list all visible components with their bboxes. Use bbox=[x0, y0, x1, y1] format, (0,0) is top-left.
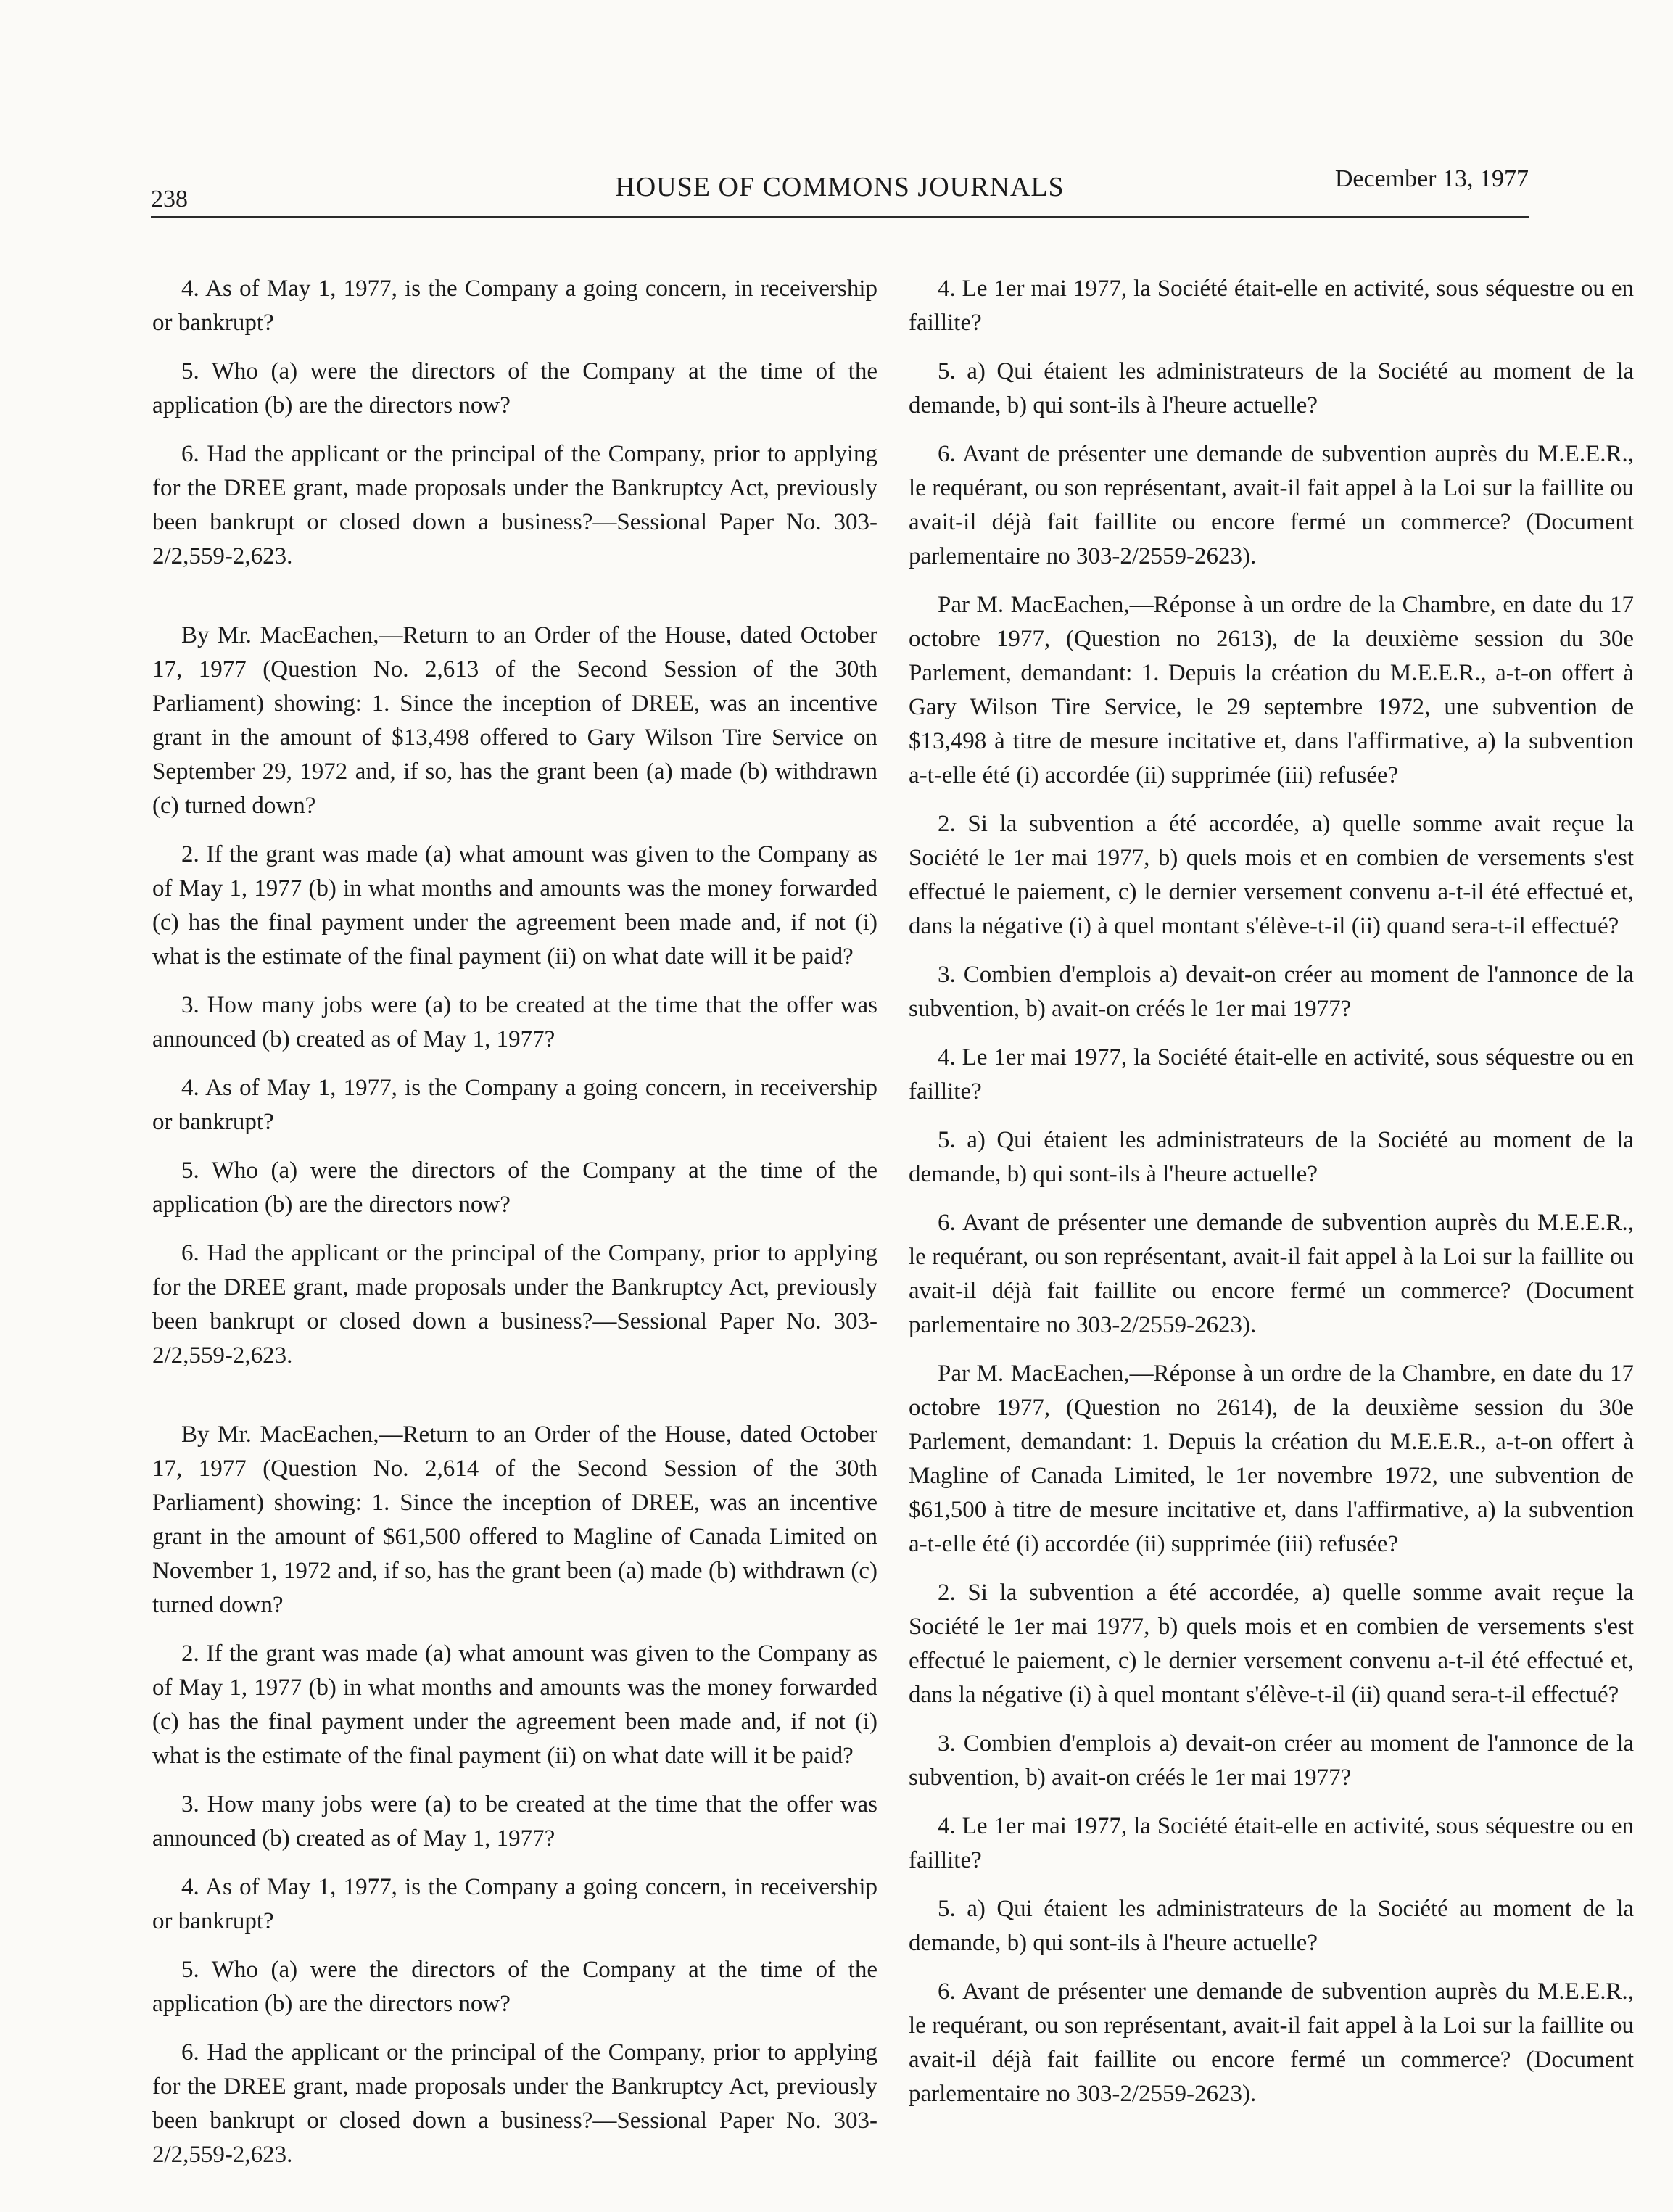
paragraph: 2. If the grant was made (a) what amount was given to the Company as of May 1, 1977 (b) in what months and amounts was the money forwarded (c) has the final payment under the agreement been made and, if not (i) what is the estimate of the final payment (ii) on what date will it be paid? bbox=[152, 1641, 877, 1769]
paragraph: 4. As of May 1, 1977, is the Company a going concern, in receivership or bankrupt? bbox=[152, 1075, 877, 1135]
paragraph: 5. a) Qui étaient les administrateurs de la Société au moment de la demande, b) qui sont-ils à l'heure actuelle? bbox=[909, 1896, 1634, 1956]
paragraph: 4. Le 1er mai 1977, la Société était-elle en activité, sous séquestre ou en faillite? bbox=[909, 1813, 1634, 1873]
paragraph: 3. How many jobs were (a) to be created at the time that the offer was announced (b) created as of May 1, 1977? bbox=[152, 1791, 877, 1852]
paragraph: 3. Combien d'emplois a) devait-on créer au moment de l'annonce de la subvention, b) avait-on créés le 1er mai 1977? bbox=[909, 1730, 1634, 1791]
paragraph: 4. Le 1er mai 1977, la Société était-elle en activité, sous séquestre ou en faillite? bbox=[909, 1044, 1634, 1105]
paragraph: 4. Le 1er mai 1977, la Société était-elle en activité, sous séquestre ou en faillite? bbox=[909, 276, 1634, 336]
paragraph: 5. a) Qui étaient les administrateurs de la Société au moment de la demande, b) qui sont-ils à l'heure actuelle? bbox=[909, 358, 1634, 418]
reponse-paragraph: Par M. MacEachen,—Réponse à un ordre de la Chambre, en date du 17 octobre 1977, (Question no 2613), de la deuxième session du 30e Parlement, demandant: 1. Depuis la création du M.E.E.R., a-t-on offert à Gary Wilson Tire Service, le 29 septembre 1972, une subvention de $13,498 à titre de mesure incitative et, dans l'affirmative, a) la subvention a-t-elle été (i) accordée (ii) supprimée (iii) refusée? bbox=[909, 592, 1634, 788]
paragraph: 6. Had the applicant or the principal of the Company, prior to applying for the DREE grant, made proposals under the Bankruptcy Act, previously been bankrupt or closed down a business?—Sessional Paper No. 303-2/2,559-2,623. bbox=[152, 2039, 877, 2168]
paragraph: 6. Had the applicant or the principal of the Company, prior to applying for the DREE grant, made proposals under the Bankruptcy Act, previously been bankrupt or closed down a business?—Sessional Paper No. 303-2/2,559-2,623. bbox=[152, 441, 877, 569]
french-column bbox=[909, 272, 1634, 2111]
paragraph: 2. If the grant was made (a) what amount was given to the Company as of May 1, 1977 (b) in what months and amounts was the money forwarded (c) has the final payment under the agreement been made and, if not (i) what is the estimate of the final payment (ii) on what date will it be paid? bbox=[152, 841, 877, 970]
paragraph: 6. Had the applicant or the principal of the Company, prior to applying for the DREE grant, made proposals under the Bankruptcy Act, previously been bankrupt or closed down a business?—Sessional Paper No. 303-2/2,559-2,623. bbox=[152, 1240, 877, 1369]
return-paragraph: By Mr. MacEachen,—Return to an Order of the House, dated October 17, 1977 (Question No. 2,613 of the Second Session of the 30th Parliament) showing: 1. Since the inception of DREE, was an incentive grant in the amount of $13,498 offered to Gary Wilson Tire Service on September 29, 1972 and, if so, has the grant been (a) made (b) withdrawn (c) turned down? bbox=[152, 622, 877, 819]
journal-title: HOUSE OF COMMONS JOURNALS bbox=[615, 172, 1065, 202]
journal-date: December 13, 1977 bbox=[1334, 165, 1529, 192]
paragraph: 2. Si la subvention a été accordée, a) quelle somme avait reçue la Société le 1er mai 1977, b) quels mois et en combien de versements s'est effectué le paiement, c) le dernier versement convenu a-t-il été effectué et, dans la négative (i) à quel montant s'élève-t-il (ii) quand sera-t-il effectué? bbox=[909, 1580, 1634, 1708]
english-column bbox=[152, 272, 877, 2172]
paragraph: 5. Who (a) were the directors of the Company at the time of the application (b) are the directors now? bbox=[152, 1957, 877, 2017]
paragraph: 6. Avant de présenter une demande de subvention auprès du M.E.E.R., le requérant, ou son représentant, avait-il fait appel à la Loi sur la faillite ou avait-il déjà fait faillite ou encore fermé un commerce? (Document parlementaire no 303-2/2559-2623). bbox=[909, 1210, 1634, 1338]
reponse-paragraph: Par M. MacEachen,—Réponse à un ordre de la Chambre, en date du 17 octobre 1977, (Question no 2614), de la deuxième session du 30e Parlement, demandant: 1. Depuis la création du M.E.E.R., a-t-on offert à Magline of Canada Limited, le 1er novembre 1972, une subvention de $61,500 à titre de mesure incitative et, dans l'affirmative, a) la subvention a-t-elle été (i) accordée (ii) supprimée (iii) refusée? bbox=[909, 1361, 1634, 1557]
paragraph: 2. Si la subvention a été accordée, a) quelle somme avait reçue la Société le 1er mai 1977, b) quels mois et en combien de versements s'est effectué le paiement, c) le dernier versement convenu a-t-il été effectué et, dans la négative (i) à quel montant s'élève-t-il (ii) quand sera-t-il effectué? bbox=[909, 811, 1634, 939]
paragraph: 4. As of May 1, 1977, is the Company a going concern, in receivership or bankrupt? bbox=[152, 276, 877, 336]
paragraph: 5. Who (a) were the directors of the Company at the time of the application (b) are the directors now? bbox=[152, 1157, 877, 1218]
paragraph: 3. How many jobs were (a) to be created at the time that the offer was announced (b) created as of May 1, 1977? bbox=[152, 992, 877, 1052]
return-paragraph: By Mr. MacEachen,—Return to an Order of the House, dated October 17, 1977 (Question No. 2,614 of the Second Session of the 30th Parliament) showing: 1. Since the inception of DREE, was an incentive grant in the amount of $61,500 offered to Magline of Canada Limited on November 1, 1972 and, if so, has the grant been (a) made (b) withdrawn (c) turned down? bbox=[152, 1421, 877, 1618]
page-number: 238 bbox=[151, 186, 188, 212]
paragraph: 4. As of May 1, 1977, is the Company a going concern, in receivership or bankrupt? bbox=[152, 1874, 877, 1934]
paragraph: 5. Who (a) were the directors of the Company at the time of the application (b) are the directors now? bbox=[152, 358, 877, 418]
paragraph: 5. a) Qui étaient les administrateurs de la Société au moment de la demande, b) qui sont-ils à l'heure actuelle? bbox=[909, 1127, 1634, 1187]
paragraph: 6. Avant de présenter une demande de subvention auprès du M.E.E.R., le requérant, ou son représentant, avait-il fait appel à la Loi sur la faillite ou avait-il déjà fait faillite ou encore fermé un commerce? (Document parlementaire no 303-2/2559-2623). bbox=[909, 441, 1634, 569]
page-header bbox=[151, 165, 1529, 218]
paragraph: 3. Combien d'emplois a) devait-on créer au moment de l'annonce de la subvention, b) avait-on créés le 1er mai 1977? bbox=[909, 962, 1634, 1022]
paragraph: 6. Avant de présenter une demande de subvention auprès du M.E.E.R., le requérant, ou son représentant, avait-il fait appel à la Loi sur la faillite ou avait-il déjà fait faillite ou encore fermé un commerce? (Document parlementaire no 303-2/2559-2623). bbox=[909, 1978, 1634, 2107]
